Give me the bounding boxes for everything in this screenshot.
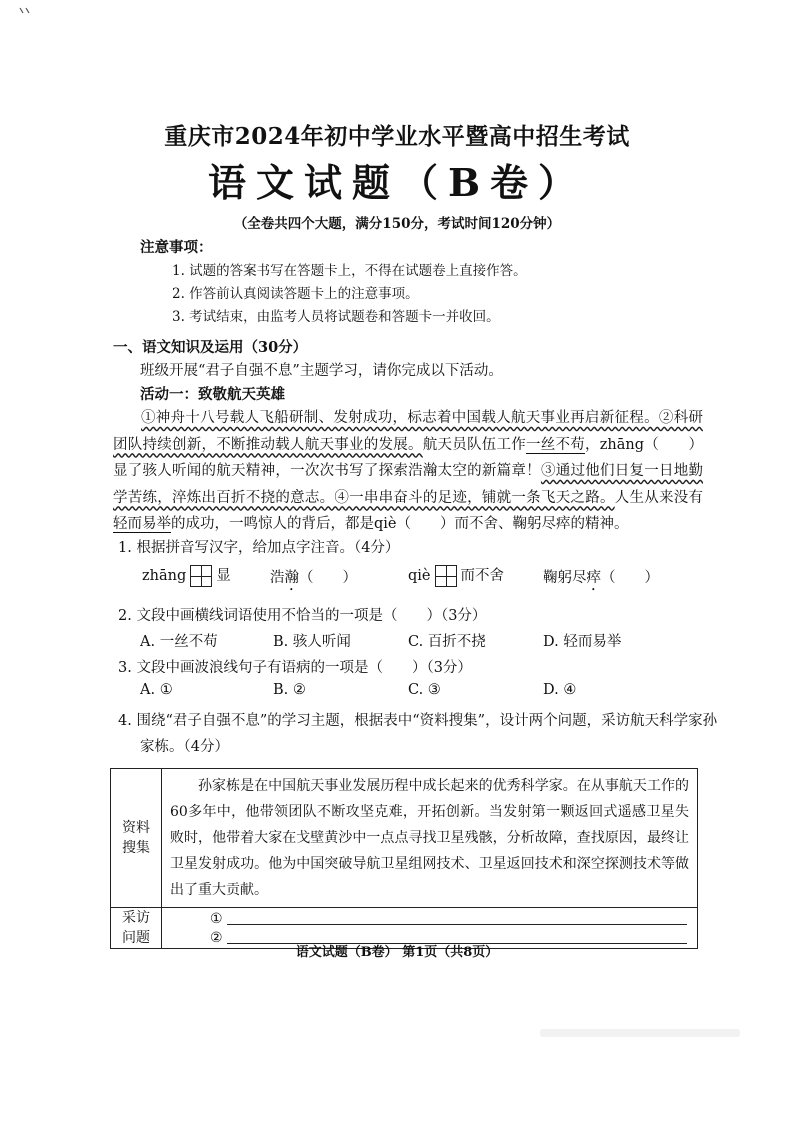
scan-corner-mark [18, 0, 32, 8]
q1-word-jugongjin: 鞠躬尽 [543, 570, 587, 586]
dotted-char-han: 瀚 [284, 570, 299, 586]
passage-sentence-3-4: ③通过他们日复一日地勤学苦练，淬炼出百折不挠的意志。④一串串奋斗的足迹，铺就一条飞天之路。 [113, 463, 704, 506]
pinyin-zhang: zhāng [142, 568, 187, 584]
label-material [111, 769, 162, 908]
research-table [110, 768, 698, 949]
section-intro: 班级开展“君子自强不息”主题学习，请你完成以下活动。 [140, 363, 503, 379]
q1-item-4 [543, 566, 659, 594]
q1-stem: 1. 根据拼音写汉字，给加点字注音。（4分） [118, 540, 400, 556]
notes-heading: 注意事项： [140, 239, 213, 256]
subject-title: 语文试题（B卷） [207, 160, 587, 205]
q3-option-b[interactable]: B. ② [273, 682, 306, 698]
page-footer: 语文试题（B卷） 第1页（共8页） [295, 945, 499, 960]
underlined-term-1: 一丝不苟 [526, 436, 585, 453]
underlined-term-4: 轻而易举 [113, 516, 171, 532]
faint-watermark-smudge [540, 1025, 740, 1039]
passage-text-c: 人生从来没有 [614, 489, 704, 506]
passage [113, 405, 703, 538]
q3-stem: 3. 文段中画波浪线句子有语病的一项是（ ）（3分） [118, 660, 472, 676]
note-item-1: 1. 试题的答案书写在答题卡上，不得在试题卷上直接作答。 [172, 263, 527, 279]
passage-text-d: 的成功，一鸣惊人的背后，都是qiè（ ）而不舍、鞠躬尽瘁的精神。 [171, 516, 629, 532]
q2-option-c[interactable]: C. 百折不挠 [408, 634, 486, 650]
q3-option-c[interactable]: C. ③ [408, 682, 441, 698]
q1-item-3 [408, 564, 504, 587]
answer-blank-4[interactable]: （ ） [601, 570, 659, 586]
answer-grid-box-3[interactable] [435, 565, 457, 587]
q3-option-d[interactable]: D. ④ [543, 682, 577, 698]
note-item-2: 2. 作答前认真阅读答题卡上的注意事项。 [172, 286, 419, 302]
q2-option-d[interactable]: D. 轻而易举 [543, 634, 622, 650]
q1-item-1 [142, 564, 231, 587]
q2-option-b[interactable]: B. 骇人听闻 [273, 634, 351, 650]
answer-blank-2[interactable]: （ ） [299, 570, 357, 586]
q4-stem: 4. 围绕“君子自强不息”的学习主题，根据表中“资料搜集”，设计两个问题，采访航天科学家孙家栋。（4分） [118, 713, 718, 755]
section-heading: 一、语文知识及运用（30分） [113, 339, 308, 356]
q1-item-2 [270, 566, 357, 594]
answer-rule-1[interactable] [227, 912, 687, 925]
q2-option-a[interactable]: A. 一丝不苟 [140, 634, 218, 650]
interview-line-1[interactable] [210, 909, 687, 928]
passage-sentence-1-2: ①神舟十八号载人飞船研制、发射成功，标志着中国载人航天事业再启新征程。②科研团队持续创新，不断推动载人航天事业的发展。 [113, 410, 703, 453]
material-content: 孙家栋是在中国航天事业发展历程中成长起来的优秀科学家。在从事航天工作的60多年中，他带领团队不断攻坚克难，开拓创新。当发射第一颗返回式遥感卫星失败时，他带着大家在戈壁黄沙中一点点寻找卫星残骸，分析故障，查找原因，最终让卫星发射成功。他为中国突破导航卫星组网技术、卫星返回技术和深空探测技术等做出了重大贡献。 [162, 769, 698, 908]
q3-option-a[interactable]: A. ① [140, 682, 173, 698]
label-material-text: 资料搜集 [122, 820, 150, 856]
activity-title: 活动一：致敬航天英雄 [140, 386, 285, 403]
q1-word-hao: 浩 [270, 570, 285, 586]
pinyin-qie: qiè [408, 568, 431, 584]
q1-char-xian: 显 [216, 568, 231, 584]
exam-info: （全卷共四个大题，满分150分，考试时间120分钟） [233, 216, 561, 232]
label-interview-text: 采访问题 [122, 910, 150, 946]
note-item-3: 3. 考试结束，由监考人员将试题卷和答题卡一并收回。 [172, 309, 500, 325]
exam-title: 重庆市2024年初中学业水平暨高中招生考试 [164, 123, 630, 150]
interview-marker-1: ① [210, 910, 223, 927]
q2-stem: 2. 文段中画横线词语使用不恰当的一项是（ ）（3分） [118, 608, 487, 624]
interview-marker-2: ② [210, 929, 223, 946]
q1-char-erbushe: 而不舍 [460, 568, 505, 584]
answer-grid-box-1[interactable] [190, 565, 212, 587]
dotted-char-cui: 瘁 [586, 570, 601, 586]
passage-text-a: 航天员队伍工作 [422, 436, 526, 453]
passage-text-b: ，zhāng（ ）显了骇人听闻的航天精神，一次次书写了探索浩瀚太空的新篇章！ [113, 436, 703, 479]
